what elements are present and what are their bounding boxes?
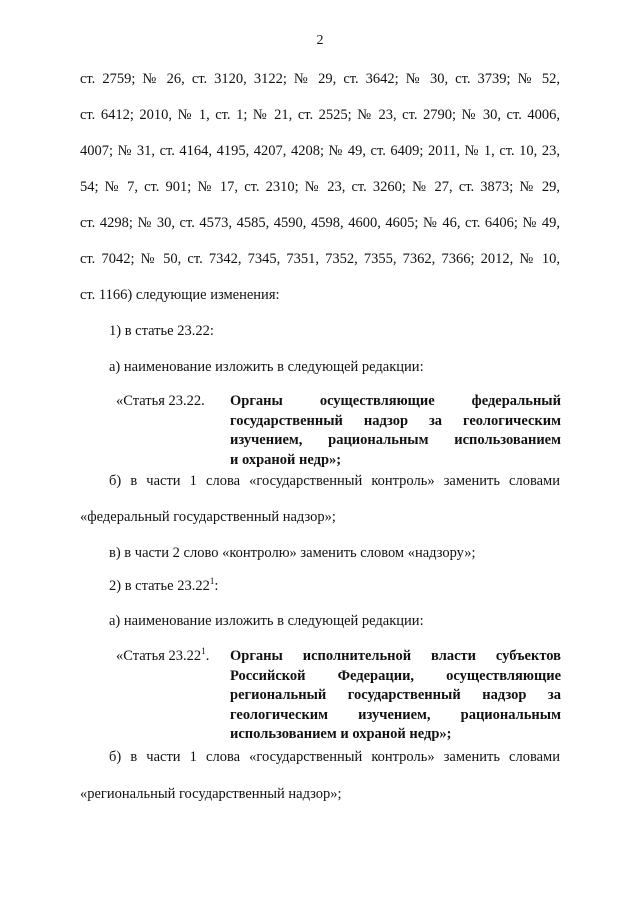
article-title-line: государственный надзор за геологическим <box>230 412 561 429</box>
sub-item-a: а) наименование изложить в следующей редакции: <box>109 359 424 375</box>
item-heading-text: 2) в статье 23.22 <box>109 578 210 594</box>
paragraph-line: ст. 7042; № 50, ст. 7342, 7345, 7351, 7352, 7355, 7362, 7366; 2012, № 10, <box>80 251 560 267</box>
sub-item-b: б) в части 1 слова «государственный контроль» заменить словами <box>109 749 560 765</box>
paragraph-line: ст. 1166) следующие изменения: <box>80 287 280 303</box>
superscript: 1 <box>209 576 215 586</box>
superscript: 1 <box>201 646 206 656</box>
article-title-line: Органы осуществляющие федеральный <box>230 393 561 409</box>
sub-item-b: б) в части 1 слова «государственный контроль» заменить словами <box>109 473 560 489</box>
sub-item-v: в) в части 2 слово «контролю» заменить словом «надзору»; <box>109 545 476 561</box>
article-title-line: региональный государственный надзор за <box>230 687 561 703</box>
paragraph-line: ст. 6412; 2010, № 1, ст. 1; № 21, ст. 2525; № 23, ст. 2790; № 30, ст. 4006, <box>80 107 560 123</box>
page-number: 2 <box>316 33 324 48</box>
article-title <box>230 647 561 745</box>
article-lead-tail: . <box>205 648 210 664</box>
article-lead <box>116 647 209 665</box>
item-heading <box>109 577 218 595</box>
article-lead: «Статья 23.22. <box>116 393 205 409</box>
article-title-line: использованием и охраной недр»; <box>230 726 452 742</box>
paragraph-line: 4007; № 31, ст. 4164, 4195, 4207, 4208; № 49, ст. 6409; 2011, № 1, ст. 10, 23, <box>80 143 560 159</box>
sub-item-a: а) наименование изложить в следующей редакции: <box>109 613 424 629</box>
paragraph-line: ст. 2759; № 26, ст. 3120, 3122; № 29, ст. 3642; № 30, ст. 3739; № 52, <box>80 71 560 87</box>
paragraph-line: 54; № 7, ст. 901; № 17, ст. 2310; № 23, ст. 3260; № 27, ст. 3873; № 29, <box>80 179 560 195</box>
article-title-line: геологическим изучением, рациональным <box>230 706 561 723</box>
article-title-line: изучением, рациональным использованием <box>230 432 561 448</box>
sub-item-b-continuation: «региональный государственный надзор»; <box>80 786 342 802</box>
article-title-line: Российской Федерации, осуществляющие <box>230 667 561 684</box>
sub-item-b-continuation: «федеральный государственный надзор»; <box>80 509 336 525</box>
paragraph-line: ст. 4298; № 30, ст. 4573, 4585, 4590, 4598, 4600, 4605; № 46, ст. 6406; № 49, <box>80 215 560 231</box>
article-title-line: и охраной недр»; <box>230 451 342 468</box>
article-title <box>230 392 561 470</box>
article-title-line: Органы исполнительной власти субъектов <box>230 648 561 664</box>
item-heading-tail: : <box>214 578 219 594</box>
article-lead-text: «Статья 23.22 <box>116 648 202 664</box>
item-heading: 1) в статье 23.22: <box>109 323 214 339</box>
